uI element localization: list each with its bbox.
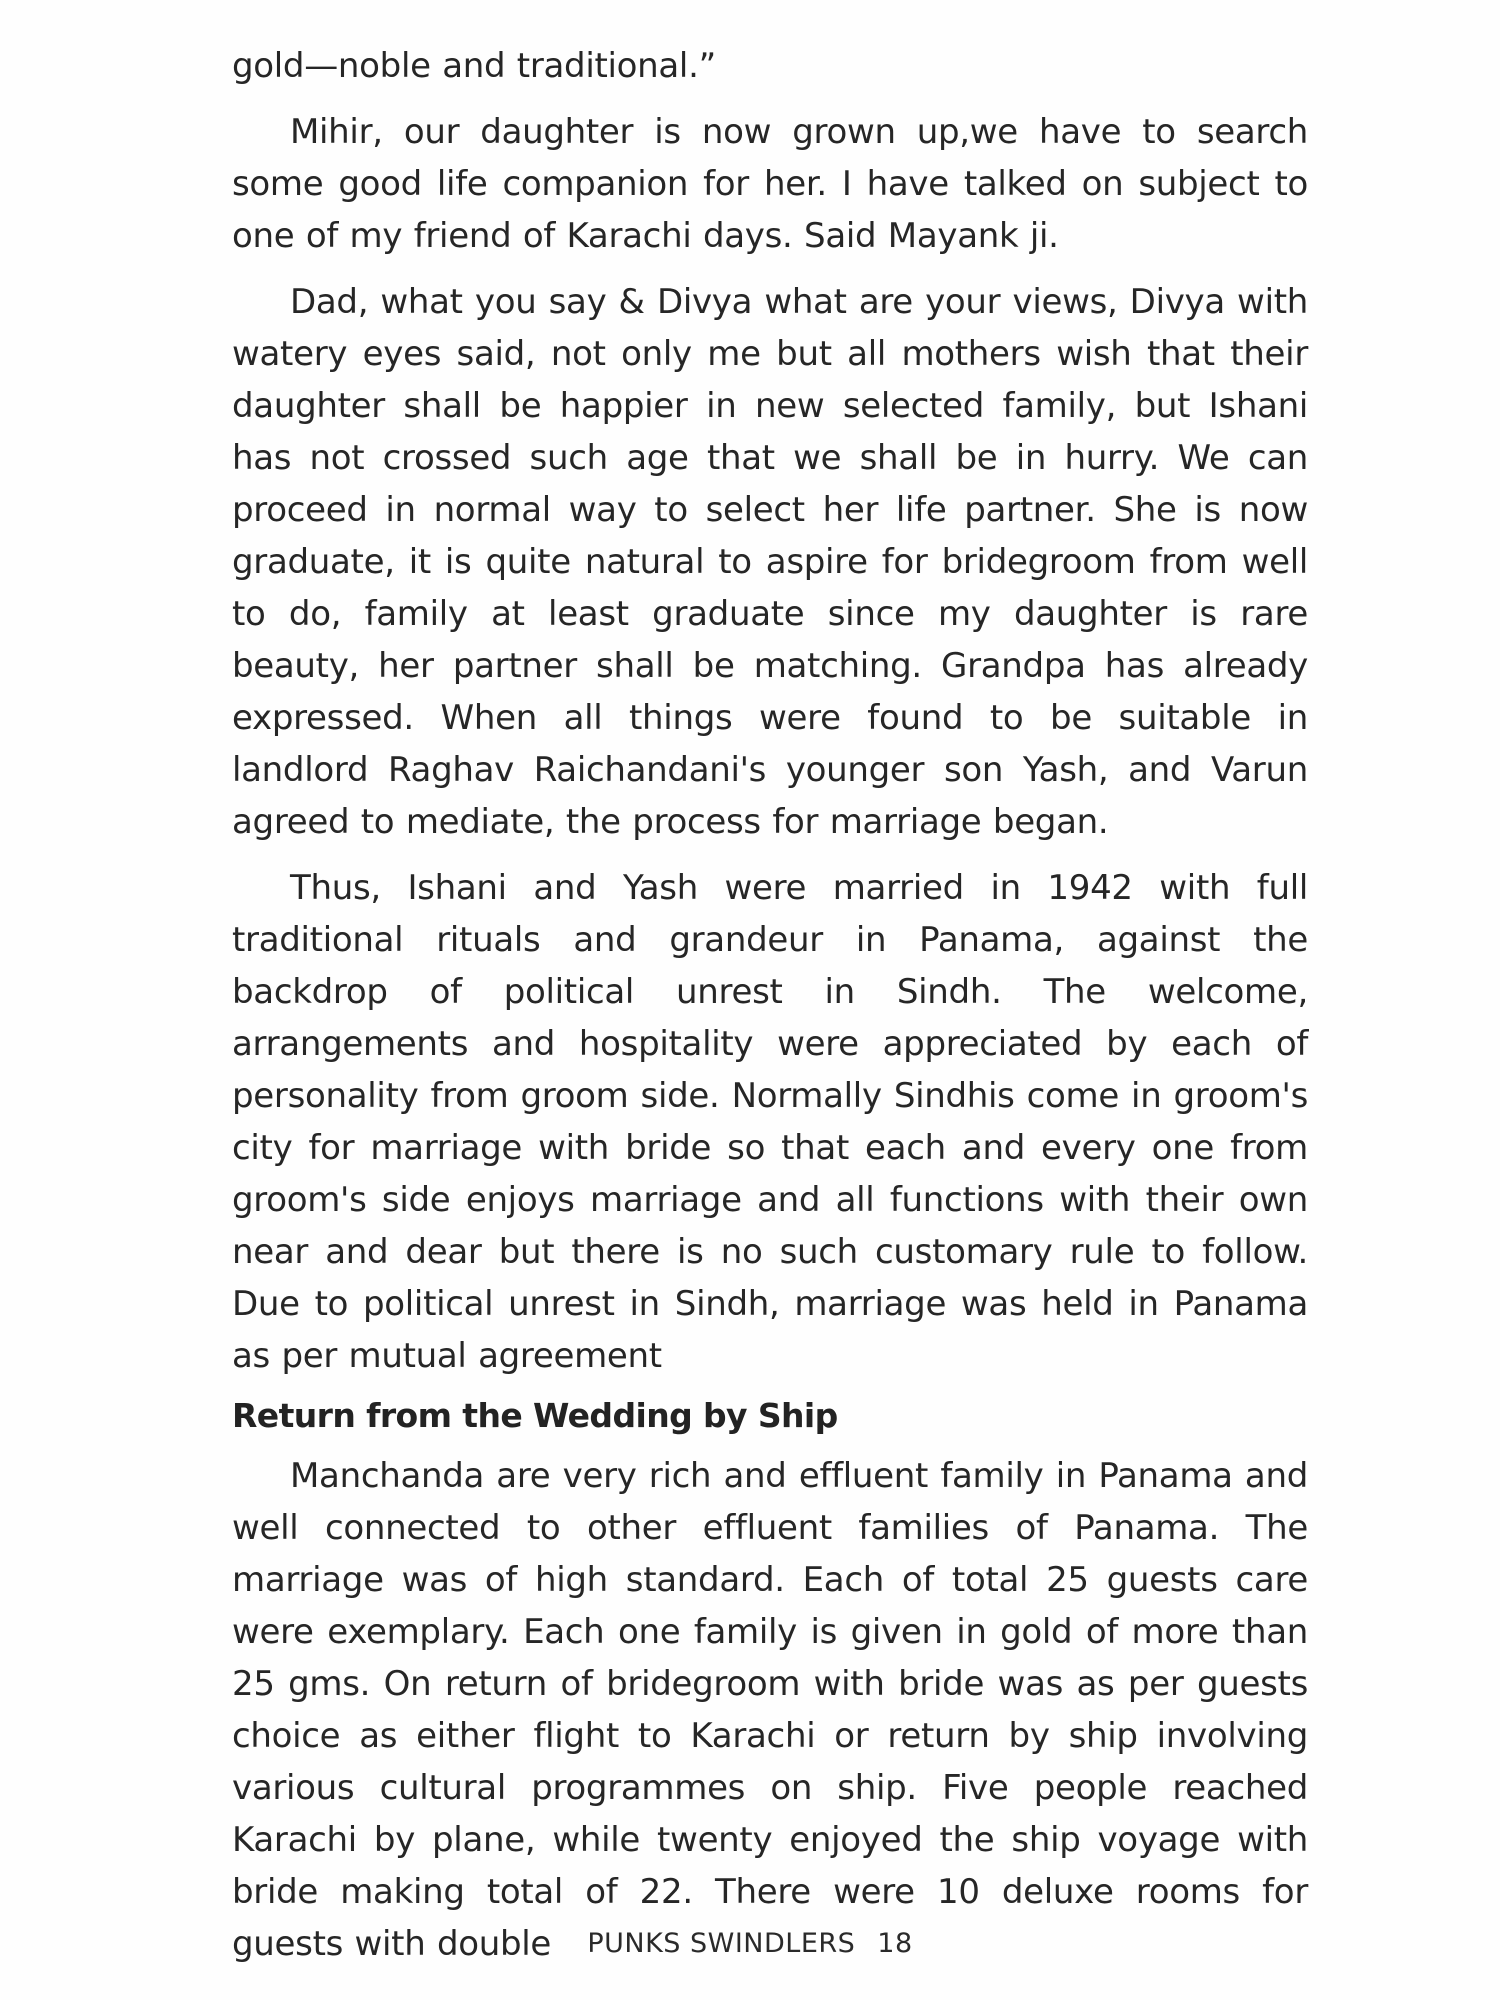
section-heading: Return from the Wedding by Ship <box>232 1396 838 1435</box>
paragraph-mihir: Mihir, our daughter is now grown up,we have to search some good life companion for her. I have talked on subject to one of my friend of Karachi days. Said Mayank ji. <box>232 112 1308 256</box>
footer-book-title: PUNKS SWINDLERS <box>587 1928 856 1959</box>
paragraph-wedding: Thus, Ishani and Yash were married in 1942 with full traditional rituals and grandeur in Panama, against the backdrop of political unrest in Sindh. The welcome, arrangements and hospitality were appreciated by each of personality from groom side. Normally Sindhis come in groom's city for marriage with bride so that each and every one from groom's side enjoys marriage and all functions with their own near and dear but there is no such customary rule to follow. Due to political unrest in Sindh, marriage was held in Panama as per mutual agreement <box>232 868 1308 1376</box>
page-footer <box>0 1928 1500 1959</box>
body-text <box>232 40 1308 1970</box>
paragraph-manchanda: Manchanda are very rich and effluent family in Panama and well connected to other effluent families of Panama. The marriage was of high standard. Each of total 25 guests care were exemplary. Each one family is given in gold of more than 25 gms. On return of bridegroom with bride was as per guests choice as either flight to Karachi or return by ship involving various cultural programmes on ship. Five people reached Karachi by plane, while twenty enjoyed the ship voyage with bride making total of 22. There were 10 deluxe rooms for guests with double <box>232 1456 1308 1964</box>
paragraph-divya: Dad, what you say & Divya what are your views, Divya with watery eyes said, not only me but all mothers wish that their daughter shall be happier in new selected family, but Ishani has not crossed such age that we shall be in hurry. We can proceed in normal way to select her life partner. She is now graduate, it is quite natural to aspire for bridegroom from well to do, family at least graduate since my daughter is rare beauty, her partner shall be matching. Grandpa has already expressed. When all things were found to be suitable in landlord Raghav Raichandani's younger son Yash, and Varun agreed to mediate, the process for marriage began. <box>232 282 1308 842</box>
page-number: 18 <box>877 1928 913 1959</box>
paragraph-continuation: gold—noble and traditional.” <box>232 46 716 86</box>
